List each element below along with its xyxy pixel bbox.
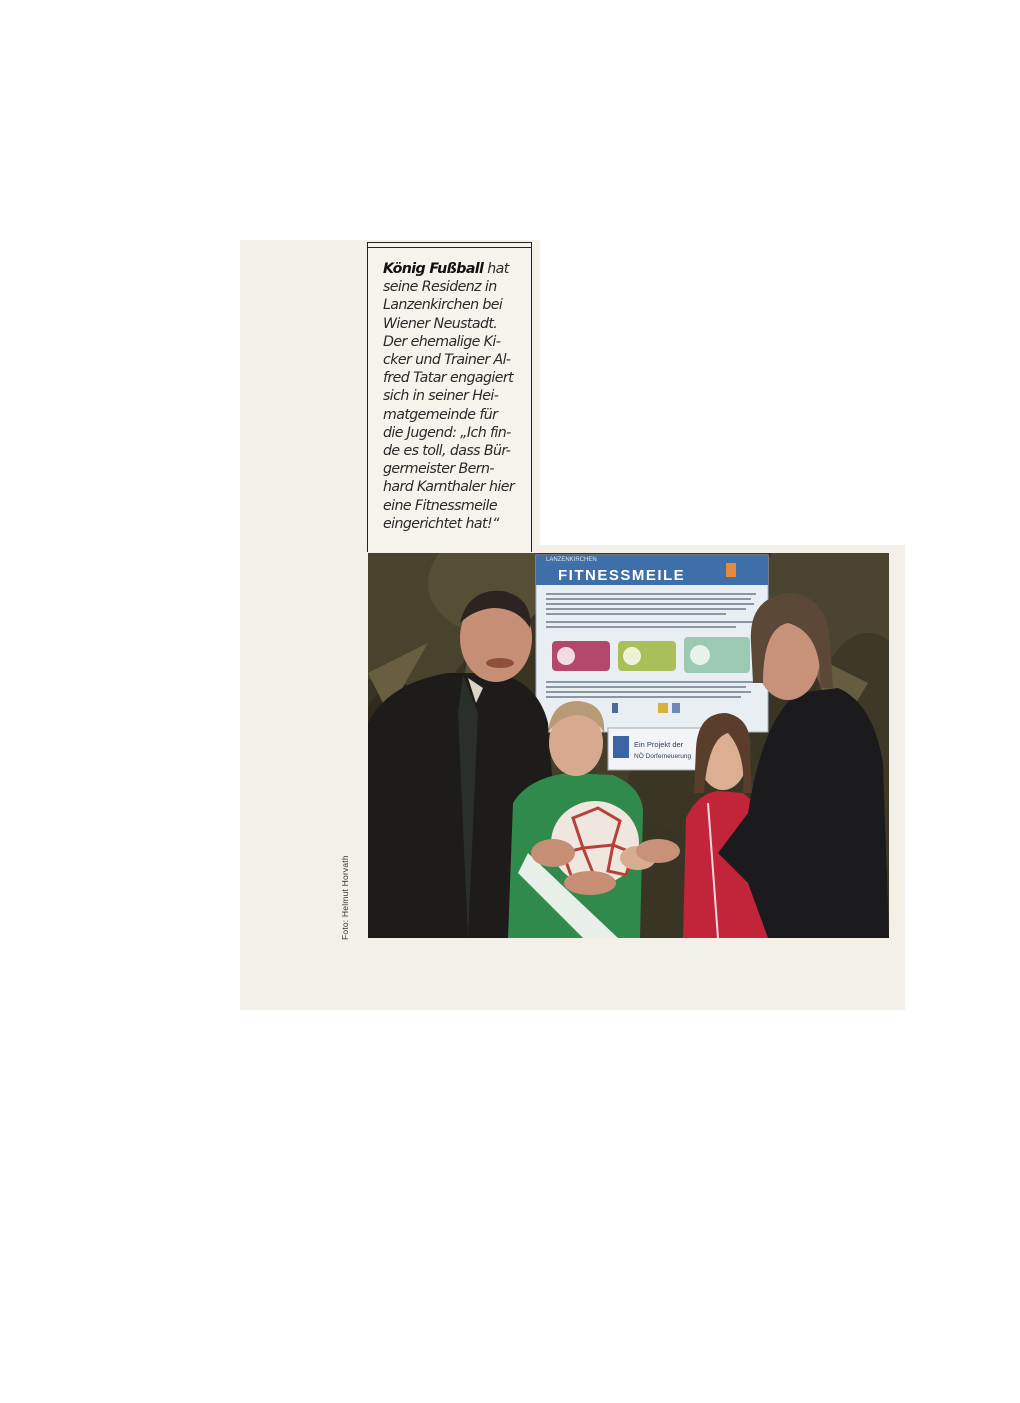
caption-line: sich in seiner Hei- bbox=[383, 388, 499, 405]
caption-line: germeister Bern- bbox=[383, 461, 494, 478]
caption-box bbox=[367, 242, 532, 552]
caption-line: die Jugend: „Ich fin- bbox=[383, 424, 511, 441]
caption-line: seine Residenz in bbox=[383, 279, 497, 296]
caption-line: König Fußball hat bbox=[383, 261, 509, 277]
photo-credit: Foto: Helmut Horvath bbox=[340, 855, 350, 940]
sign-top-text: LANZENKIRCHEN bbox=[546, 557, 597, 563]
coat-of-arms-icon bbox=[613, 736, 629, 758]
caption-text bbox=[383, 260, 533, 533]
caption-lead: König Fußball bbox=[383, 261, 484, 277]
caption-line: de es toll, dass Bür- bbox=[383, 443, 511, 460]
caption-line: Lanzenkirchen bei bbox=[383, 297, 503, 314]
caption-line: eine Fitnessmeile bbox=[383, 497, 498, 514]
caption-top-rule bbox=[368, 242, 531, 248]
caption-line: hard Karnthaler hier bbox=[383, 479, 515, 496]
caption-line: eingerichtet hat!“ bbox=[383, 515, 499, 532]
caption-line: Der ehemalige Ki- bbox=[383, 333, 501, 350]
caption-line: Wiener Neustadt. bbox=[383, 315, 498, 332]
sign-heading: FITNESSMEILE bbox=[558, 567, 686, 584]
plate-line-1: Ein Projekt der bbox=[634, 740, 684, 749]
news-photo bbox=[368, 553, 889, 938]
caption-line: matgemeinde für bbox=[383, 406, 498, 423]
caption-line: fred Tatar engagiert bbox=[383, 370, 514, 387]
project-plate bbox=[608, 728, 703, 770]
photo-illustration bbox=[368, 553, 889, 938]
caption-line: cker und Trainer Al- bbox=[383, 352, 511, 369]
plate-line-2: NÖ Dorferneuerung bbox=[634, 753, 692, 760]
